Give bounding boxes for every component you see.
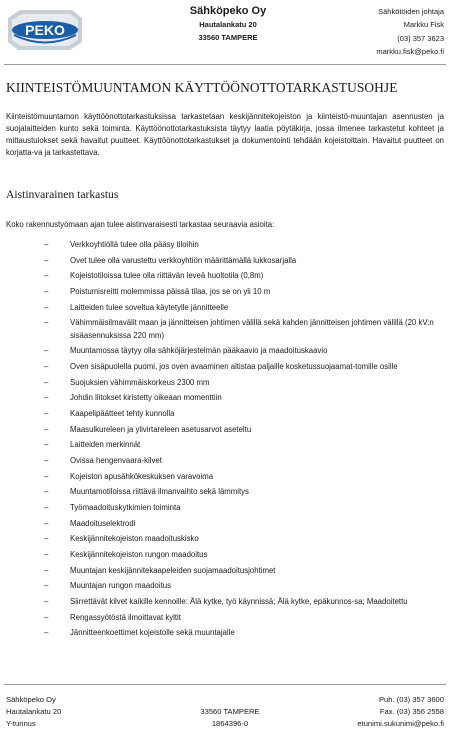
logo-text: PEKO (25, 22, 65, 38)
footer-business-id: 1864396-0 (211, 719, 249, 728)
bullet-dash: – (44, 581, 49, 591)
footer-company-block (6, 694, 61, 730)
checklist-item (0, 408, 442, 420)
header-company-name: Sähköpeko Oy (189, 5, 267, 17)
checklist-item (0, 486, 442, 498)
checklist-item (0, 286, 442, 298)
checklist-item (0, 377, 442, 389)
bullet-dash: – (44, 393, 49, 403)
section-lead: Koko rakennustyömaan ajan tulee aistinvaraisesti tarkastaa seuraavia asioita: (6, 220, 275, 229)
header-divider (4, 64, 446, 65)
bullet-dash: – (44, 628, 49, 638)
checklist-item-text: Laitteiden tulee soveltua käytetylle jännitteelle (70, 302, 229, 312)
footer-center-block (190, 706, 270, 730)
contact-phone: (03) 357 3623 (397, 33, 444, 43)
checklist-item-text: Keskijännitekojeiston rungon maadoitus (70, 549, 208, 559)
checklist-item-text: Muuntajan rungon maadoitus (70, 581, 171, 591)
checklist-item (0, 317, 442, 342)
checklist-item-text: Maasulkureleen ja ylivirtareleen asetusarvot aseteltu (70, 424, 252, 434)
bullet-dash: – (44, 346, 49, 356)
checklist-item (0, 424, 442, 436)
checklist-item-text: Poistumisreitti molemmissa päissä tilaa, jos se on yli 10 m (70, 286, 271, 296)
footer-company-name: Sähköpeko Oy (6, 695, 56, 704)
bullet-dash: – (44, 565, 49, 575)
bullet-dash: – (44, 362, 49, 371)
footer-phone: Puh. (03) 357 3600 (378, 695, 444, 704)
checklist-item (0, 345, 442, 357)
bullet-dash: – (44, 302, 49, 312)
checklist-item (0, 627, 442, 639)
peko-logo-graphic (6, 8, 84, 52)
checklist-item-text: Vähimmäisilmavälit maan ja jännitteisen johtimen välillä sekä kahden jännitteisen johtimen välillä (20 kV:n sisäasennuksissa 220 mm) (70, 318, 434, 340)
checklist-item-text: Muuntajan keskijännitekaapeleiden suojamaadoitusjohtimet (70, 565, 276, 575)
footer-street: Hautalankatu 20 (6, 707, 62, 716)
footer-contact-block (357, 694, 444, 730)
contact-email[interactable]: markku.fisk@peko.fi (376, 46, 444, 56)
peko-logo (6, 8, 84, 52)
checklist-item (0, 471, 442, 483)
document-title: KIINTEISTÖMUUNTAMON KÄYTTÖÖNOTTOTARKASTUSOHJE (6, 80, 398, 95)
checklist-item-text: Muuntamotiloissa riittävä ilmanvaihto sekä lämmitys (70, 487, 249, 497)
checklist-item-text: Johdin liitokset kiristetty oikeaan momenttiin (70, 393, 222, 403)
footer-city: 33560 TAMPERE (200, 707, 260, 716)
bullet-dash: – (44, 318, 49, 328)
checklist-item (0, 302, 442, 314)
checklist-item (0, 533, 442, 545)
checklist-item (0, 239, 442, 251)
bullet-dash: – (44, 534, 49, 544)
intro-paragraph: Kiinteistömuuntamon käyttöönottotarkastuksissa tarkastetaan keskijännitekojeiston ja kiinteistö-muuntajan asennusten ja suojalaitteiden kunto sekä toiminta. Käyttöönottotarkastuksista täytyy laatia pöytäkirja, jossa ilmenee tarkastetut kohteet ja mittaustulokset sekä havaitut puutteet. Käyttöönottotarkastukset ja dokumentointi tehdään kojeistoittain. Havaitut puutteet on korjatta-va ja tarkastettava. (6, 112, 444, 157)
bullet-dash: – (44, 596, 49, 606)
bullet-dash: – (44, 377, 49, 387)
bullet-dash: – (44, 612, 49, 622)
bullet-dash: – (44, 549, 49, 559)
bullet-dash: – (44, 440, 49, 450)
checklist-item-text: Keskijännitekojeiston maadoituskisko (70, 534, 199, 544)
checklist-item (0, 580, 442, 592)
checklist-item (0, 612, 442, 624)
footer-fax: Fax. (03) 356 2558 (379, 707, 444, 716)
checklist-item-text: Työmaadoituskytkimien toiminta (70, 502, 181, 512)
contact-name: Markku Fisk (403, 20, 444, 30)
checklist-item (0, 455, 442, 467)
bullet-dash: – (44, 255, 49, 265)
checklist-item-text: Oven sisäpuolella puomi, jos oven avaaminen altistaa paljaille kosketussuojaamat-tomille osille (70, 362, 398, 371)
checklist-item (0, 518, 442, 530)
header-city: 33560 TAMPERE (198, 33, 258, 42)
bullet-dash: – (44, 471, 49, 481)
section-title: Aistinvarainen tarkastus (6, 188, 119, 201)
checklist-item-text: Kaapelipäätteet tehty kunnolla (70, 408, 175, 418)
checklist-item (0, 596, 442, 608)
header-company-block (168, 4, 288, 44)
inspection-checklist (0, 239, 450, 640)
footer-business-id-label: Y-tunnus (6, 719, 36, 728)
checklist-item (0, 439, 442, 451)
bullet-dash: – (44, 240, 49, 249)
checklist-item (0, 361, 442, 373)
bullet-dash: – (44, 518, 49, 528)
checklist-item-text: Kojeiston apusähkökeskuksen varavoima (70, 471, 214, 481)
checklist-item (0, 565, 442, 577)
checklist-item-text: Suojuksien vähimmäiskorkeus 2300 mm (70, 377, 210, 387)
bullet-dash: – (44, 424, 49, 434)
bullet-dash: – (44, 455, 49, 465)
contact-title: Sähkötöiden johtaja (378, 7, 444, 16)
checklist-item (0, 270, 442, 282)
bullet-dash: – (44, 502, 49, 512)
header-contact-block (376, 5, 444, 58)
checklist-item-text: Ovet tulee olla varustettu verkkoyhtiön määrittämällä lukkosarjalla (70, 255, 297, 265)
checklist-item (0, 549, 442, 561)
checklist-item-text: Verkkoyhtiöllä tulee olla pääsy tiloihin (70, 240, 199, 249)
header-street: Hautalankatu 20 (199, 20, 257, 29)
checklist-item (0, 255, 442, 267)
checklist-item-text: Kojeistotiloissa tulee olla riittävän leveä huoltotila (0,8m) (70, 271, 264, 281)
checklist-item-text: Muuntamossa täytyy olla sähköjärjestelmän pääkaavio ja maadoituskaavio (70, 346, 328, 356)
checklist-item-text: Laitteiden merkinnät (70, 440, 141, 450)
bullet-dash: – (44, 408, 49, 418)
bullet-dash: – (44, 286, 49, 296)
bullet-dash: – (44, 487, 49, 497)
footer-email[interactable]: etunimi.sukunimi@peko.fi (357, 719, 444, 728)
checklist-item (0, 502, 442, 514)
checklist-item-text: Maadoituselektrodi (70, 518, 136, 528)
checklist-item (0, 392, 442, 404)
checklist-item-text: Ovissa hengenvaara-kilvet (70, 455, 162, 465)
checklist-item-text: Jännitteenkoettimet kojeistolle sekä muuntajalle (70, 628, 235, 638)
footer-divider (4, 684, 446, 685)
checklist-item-text: Rengassyötöstä ilmoittavat kyltit (70, 612, 181, 622)
checklist-item-text: Siirrettävät kilvet kaikille kennoille: Älä kytke, työ käynnissä; Älä kytke, epäkunnos-sa; Maadoitettu (70, 596, 408, 606)
bullet-dash: – (44, 271, 49, 281)
